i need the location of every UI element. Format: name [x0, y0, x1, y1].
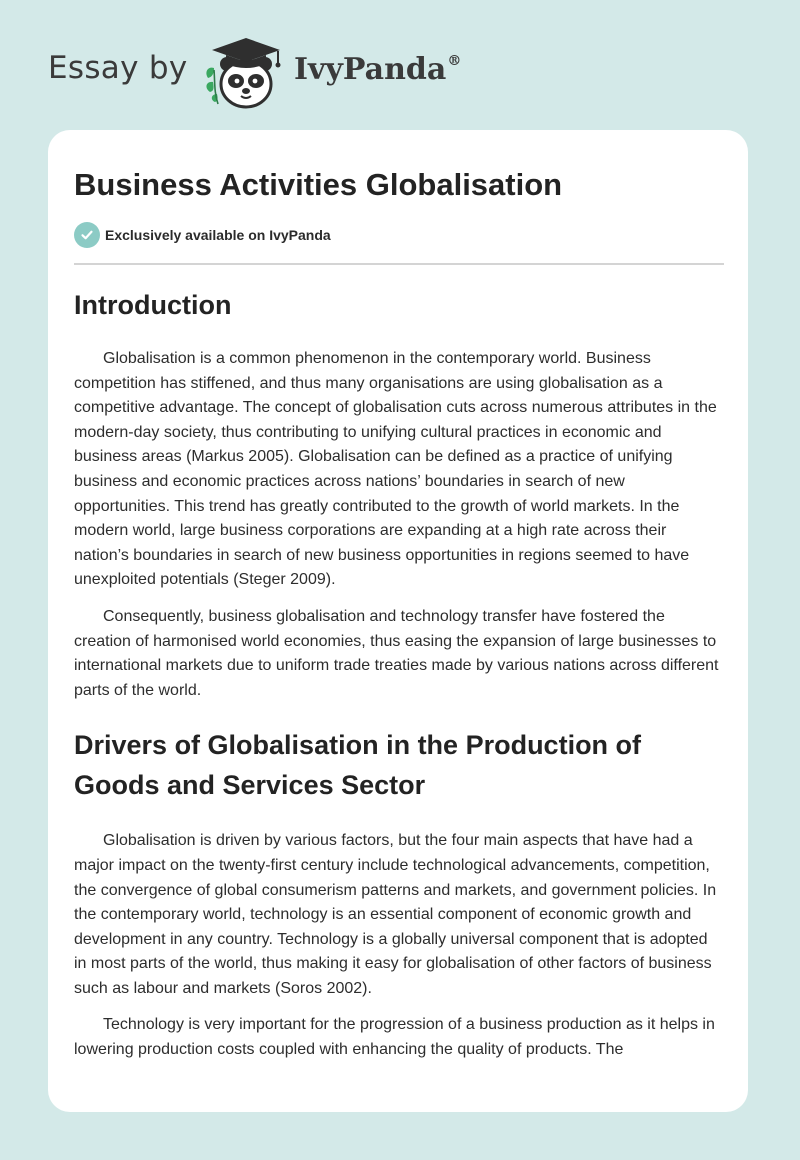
brand-name-text: IvyPanda: [294, 52, 447, 87]
section-heading-introduction: Introduction: [74, 290, 232, 320]
section-heading-drivers: Drivers of Globalisation in the Production of Goods and Services Sector: [74, 730, 642, 801]
check-circle-icon: [74, 222, 100, 248]
brand-name[interactable]: [294, 52, 461, 87]
essay-content: [74, 166, 724, 1063]
paragraph: Technology is very important for the progression of a business production as it helps in lowering production costs coupled with enhancing the quality of products. The: [74, 1016, 715, 1059]
essay-title: Business Activities Globalisation: [74, 167, 563, 202]
panda-logo-icon[interactable]: [202, 34, 290, 110]
site-header: [0, 0, 800, 130]
essay-card: [48, 130, 748, 1112]
title-divider: [74, 263, 724, 265]
exclusive-badge-label: Exclusively available on IvyPanda: [105, 227, 331, 243]
paragraph: Globalisation is driven by various factors, but the four main aspects that have had a major impact on the twenty-first century include technological advancements, competition, the convergence of global consumerism patterns and markets, and government policies. In the contemporary world, technology is an essential component of economic growth and development in any country. Technology is a globally universal component that is adopted in most parts of the world, thus making it easy for globalisation of other factors of business such as labour and markets (Soros 2002).: [74, 832, 717, 997]
exclusive-badge: [74, 222, 724, 248]
paragraph: Globalisation is a common phenomenon in the contemporary world. Business competition has stiffened, and thus many organisations are using globalisation as a competitive advantage. The concept of globalisation cuts across numerous attributes in the modern-day society, thus contributing to unifying cultural practices in economic and business areas (Markus 2005). Globalisation can be defined as a practice of unifying business and economic practices across nations’ boundaries in search of new opportunities. This trend has greatly contributed to the growth of world markets. In the modern world, large business corporations are expanding at a high rate across their nation’s boundaries in search of new business opportunities in regions seemed to have unexploited potentials (Steger 2009).: [74, 350, 717, 589]
registered-mark: ®: [447, 53, 462, 69]
paragraph: Consequently, business globalisation and technology transfer have fostered the creation of harmonised world economies, thus easing the expansion of large businesses to international markets due to uniform trade treaties made by various nations across different parts of the world.: [74, 607, 719, 699]
essay-by-label: Essay by: [48, 50, 188, 86]
